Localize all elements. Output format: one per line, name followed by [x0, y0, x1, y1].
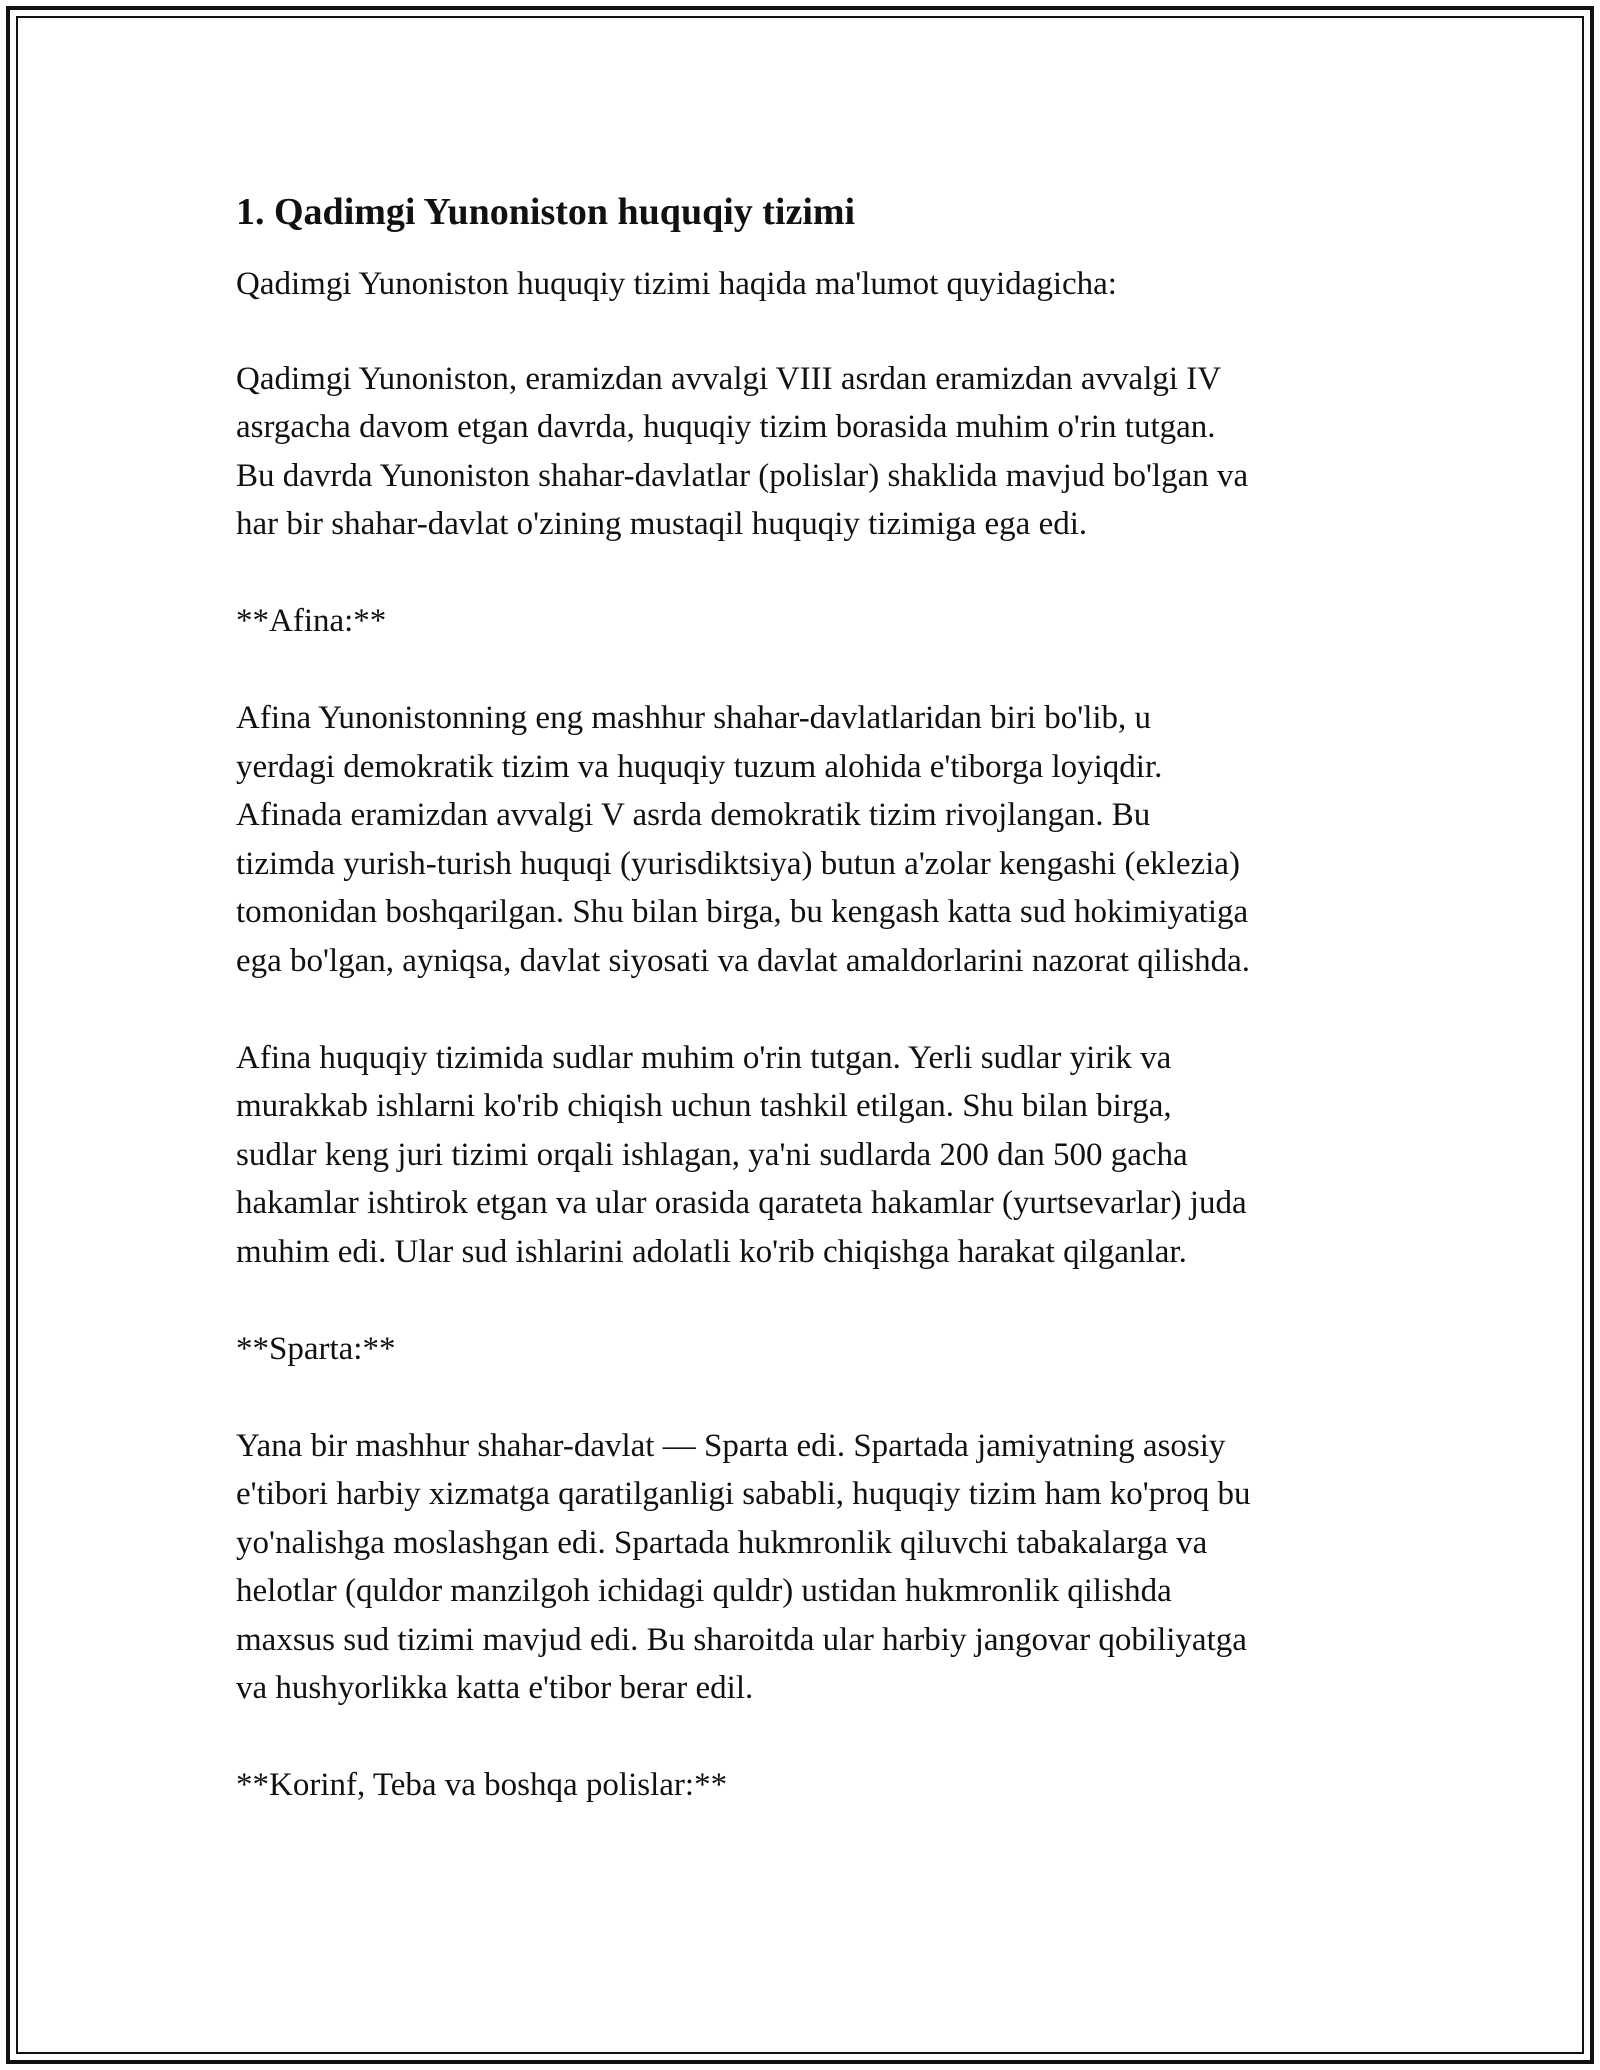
afina-subheading: **Afina:**: [236, 603, 387, 639]
section-heading: 1. Qadimgi Yunoniston huquqiy tizimi: [236, 191, 856, 233]
korinf-subheading: **Korinf, Teba va boshqa polislar:**: [236, 1767, 728, 1803]
overview-paragraph: Qadimgi Yunoniston, eramizdan avvalgi VIII asrdan eramizdan avvalgi IV asrgacha davom etgan davrda, huquqiy tizim borasida muhim o'rin tutgan. Bu davrda Yunoniston shahar-davlatlar (polislar) shaklida mavjud bo'lgan va har bir shahar-davlat o'zining mustaqil huquqiy tizimiga ega edi.: [236, 360, 1249, 542]
afina-paragraph-1: Afina Yunonistonning eng mashhur shahar-davlatlaridan biri bo'lib, u yerdagi demokratik tizim va huquqiy tuzum alohida e'tiborga loyiqdir. Afinada eramizdan avvalgi V asrda demokratik tizim rivojlangan. Bu tizimda yurish-turish huquqi (yurisdiktsiya) butun a'zolar kengashi (eklezia) tomonidan boshqarilgan. Shu bilan birga, bu kengash katta sud hokimiyatiga ega bo'lgan, ayniqsa, davlat siyosati va davlat amaldorlarini nazorat qilishda.: [236, 700, 1250, 979]
document-body: [236, 186, 1386, 1858]
sparta-subheading: **Sparta:**: [236, 1330, 396, 1367]
intro-paragraph: Qadimgi Yunoniston huquqiy tizimi haqida ma'lumot quyidagicha:: [236, 266, 1117, 302]
afina-paragraph-2: Afina huquqiy tizimida sudlar muhim o'rin tutgan. Yerli sudlar yirik va murakkab ishlarni ko'rib chiqish uchun tashkil etilgan. Shu bilan birga, sudlar keng juri tizimi orqali ishlagan, ya'ni sudlarda 200 dan 500 gacha hakamlar ishtirok etgan va ular orasida qarateta hakamlar (yurtsevarlar) juda muhim edi. Ular sud ishlarini adolatli ko'rib chiqishga harakat qilganlar.: [236, 1039, 1247, 1270]
sparta-paragraph: Yana bir mashhur shahar-davlat — Sparta edi. Spartada jamiyatning asosiy e'tibori harbiy xizmatga qaratilganligi sababli, huquqiy tizim ham ko'proq bu yo'nalishga moslashgan edi. Spartada hukmronlik qiluvchi tabakalarga va helotlar (quldor manzilgoh ichidagi quldr) ustidan hukmronlik qilishda maxsus sud tizimi mavjud edi. Bu sharoitda ular harbiy jangovar qobiliyatga va hushyorlikka katta e'tibor berar edil.: [236, 1427, 1251, 1706]
